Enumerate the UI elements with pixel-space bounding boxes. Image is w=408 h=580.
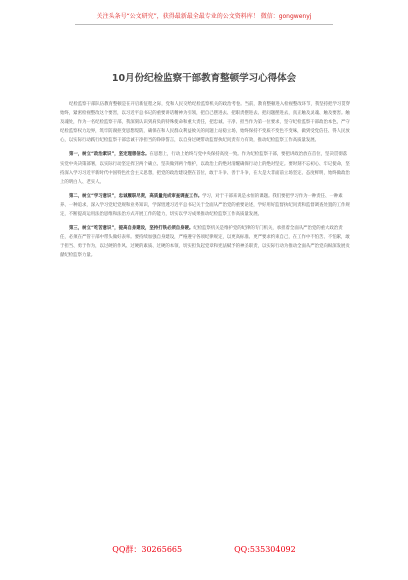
section-paragraph xyxy=(60,224,350,260)
section-paragraph xyxy=(60,192,350,219)
section-text: 在思想上，行动上始终与党中央保持高度一致。作为纪检监察干部，要把讲政治放在首位，坚决贯彻落实党中央决策部署，以实际行动坚定捍卫两个确立、坚决做到两个维护，以政治上的绝对清醒确保行动上的绝对坚定。要时刻不忘初心、牢记使命，坚持深入学习习近平新时代中国特色社会主义思想，把党的政治建设摆在首位，敢于斗争、善于斗争，在大是大非面前立场坚定、态度鲜明，始终做政治上的明白人、老实人。 xyxy=(60,152,350,185)
qq-group-text: QQ群：30265665 xyxy=(112,545,183,554)
qq-text: QQ:535304092 xyxy=(234,545,296,554)
section-text: 纪检监察机关是维护党的纪律的专门机关，承担着全面从严治党的重大政治责任，必须在严管干部中带头做好表率。要持续加强自身建设，严格遵守各项纪律规定，以更高标准、更严要求约束自己，在工作中不怕苦、不怕累，敢于担当、勇于作为，以过硬的作风、过硬的素质、过硬的本领，切实担负起党章和宪法赋予的神圣职责，以实际行动为推动全面从严治党向纵深发展贡献纪检监察力量。 xyxy=(60,226,350,259)
footer-contact xyxy=(0,540,408,560)
section-paragraph xyxy=(60,150,350,186)
document-title: 10月份纪检监察干部教育整顿学习心得体会 xyxy=(111,73,297,84)
intro-paragraph: 纪检监察干部队伍教育整顿是在开启新征程之际，党和人民交给纪检监察机关的政治考卷。当前，教育整顿进入检视整改环节，我坚持把学习贯穿始终，紧密检视整改这个要害，以习近平总书记的重要讲话精神为引领，把自己摆进去、把职责摆进去、把问题摆进去，真正触及灵魂、触及要害。触及魂处，作为一名纪检监察干部，我深刻认识到肩负的特殊使命和重大责任，把忠诚、干净、担当作为第一位要求，坚守纪检监察干部政治本色，严守纪检监察权力边界，筑牢防腐拒变思想堤防，确保在和人民群众利益攸关的问题上站稳立场，始终保持不变质不变色不变味，做到受党信任、得人民放心，以实际行动践行纪检监察干部忠诚干净担当的铮铮誓言，以自身过硬带动监督执纪问责有力有效，推动纪检监察工作高质量发展。 xyxy=(60,102,351,144)
header-banner: 关注头条号“公文研究”，获得最新最全最专业的公文资料库！ 微信：gongwenyj xyxy=(75,10,333,25)
section-text: 学习，对于干部来说是永恒的课题。我们要把学习作为一种责任、一种素养、一种追求，深入学习党纪党规和业务知识，学深悟透习近平总书记关于全面从严治党的重要论述，学好用好监督执纪问责和监督调查处置的工作规定，不断提高运用法治思维和法治方式开展工作的能力，切实以学习成果推动纪检监察工作高质量发展。 xyxy=(60,193,350,218)
section-heading: 第二，树立“学习意识”，忠诚履职尽责，高质量完成审查调查工作。 xyxy=(69,193,203,199)
document-body xyxy=(60,100,350,261)
section-heading: 第三，树立“吃苦意识”，提高自身建设，坚持打铁必须自身硬。 xyxy=(69,226,194,232)
section-heading: 第一，树立“政治素识”，坚定理想信念。 xyxy=(69,152,150,158)
